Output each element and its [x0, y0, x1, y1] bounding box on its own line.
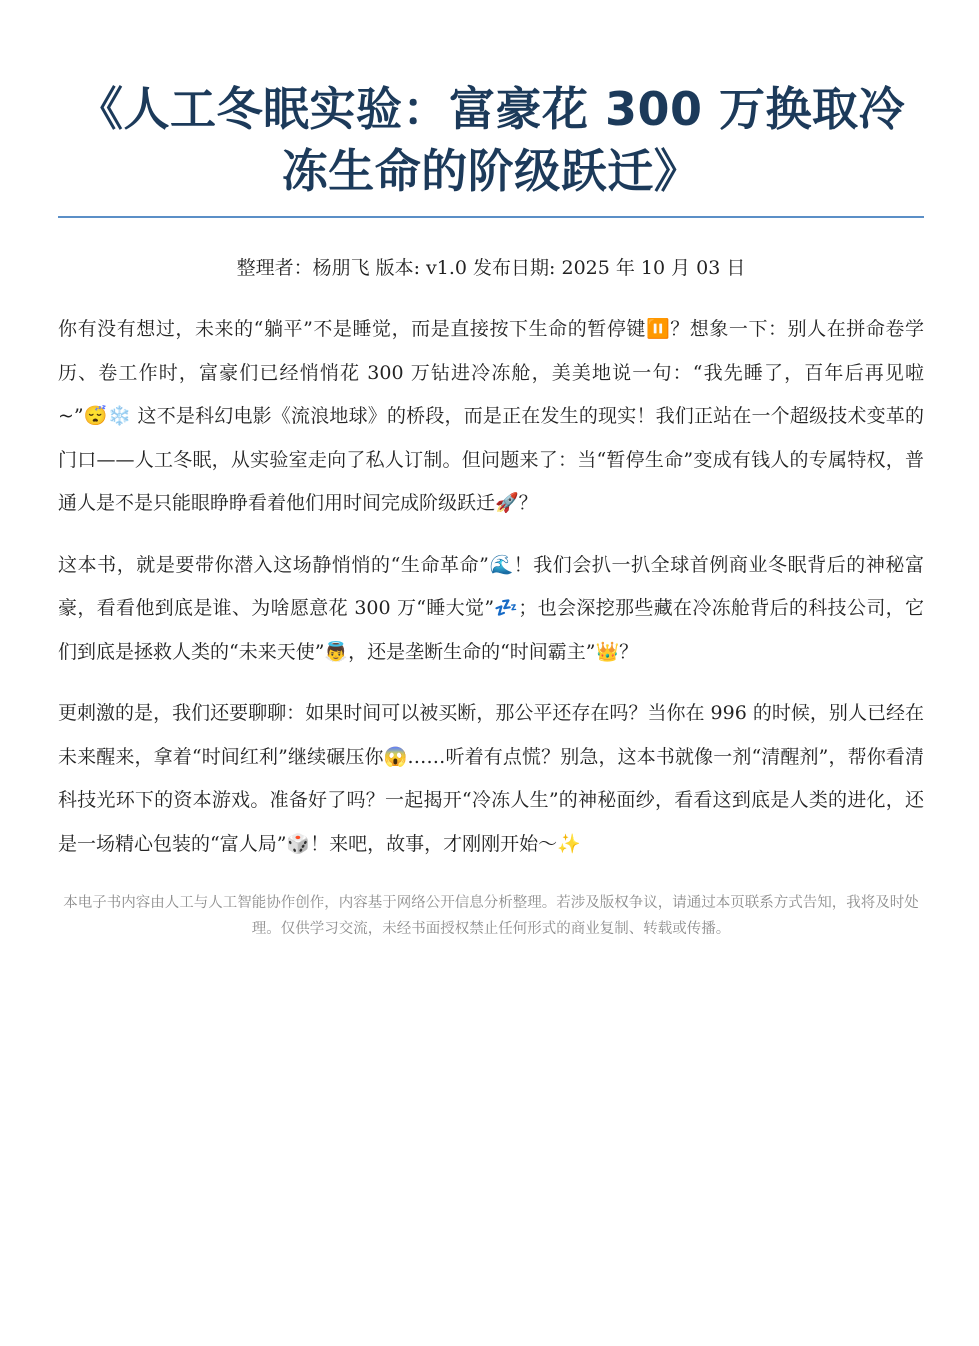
paragraph-1: 你有没有想过，未来的“躺平”不是睡觉，而是直接按下生命的暂停键⏸️？想象一下：别人在拼命卷学历、卷工作时，富豪们已经悄悄花 300 万钻进冷冻舱，美美地说一句：“我先睡了，百年后再见啦~”😴❄️ 这不是科幻电影《流浪地球》的桥段，而是正在发生的现实！我们正站在一个超级技术变革的门口——人工冬眠，从实验室走向了私人订制。但问题来了：当“暂停生命”变成有钱人的专属特权，普通人是不是只能眼睁睁看着他们用时间完成阶级跃迁🚀？ — [58, 318, 924, 514]
title-divider — [58, 216, 924, 218]
paragraph-2: 这本书，就是要带你潜入这场静悄悄的“生命革命”🌊！我们会扒一扒全球首例商业冬眠背后的神秘富豪，看看他到底是谁、为啥愿意花 300 万“睡大觉”💤；也会深挖那些藏在冷冻舱背后的科技公司，它们到底是拯救人类的“未来天使”👼，还是垄断生命的“时间霸主”👑？ — [58, 553, 924, 663]
paragraph-3: 更刺激的是，我们还要聊聊：如果时间可以被买断，那公平还存在吗？当你在 996 的时候，别人已经在未来醒来，拿着“时间红利”继续碾压你😱……听着有点慌？别急，这本书就像一剂“清醒剂”，帮你看清科技光环下的资本游戏。准备好了吗？一起揭开“冷冻人生”的神秘面纱，看看这到底是人类的进化，还是一场精心包装的“富人局”🎲！来吧，故事，才刚刚开始～✨ — [58, 702, 924, 855]
document-meta: 整理者：杨朋飞 版本: v1.0 发布日期: 2025 年 10 月 03 日 — [236, 257, 746, 279]
document-title: 《人工冬眠实验：富豪花 300 万换取冷冻生命的阶级跃迁》 — [76, 82, 906, 198]
copyright-disclaimer: 本电子书内容由人工与人工智能协作创作，内容基于网络公开信息分析整理。若涉及版权争议，请通过本页联系方式告知，我将及时处理。仅供学习交流，未经书面授权禁止任何形式的商业复制、转载或传播。 — [63, 895, 919, 937]
